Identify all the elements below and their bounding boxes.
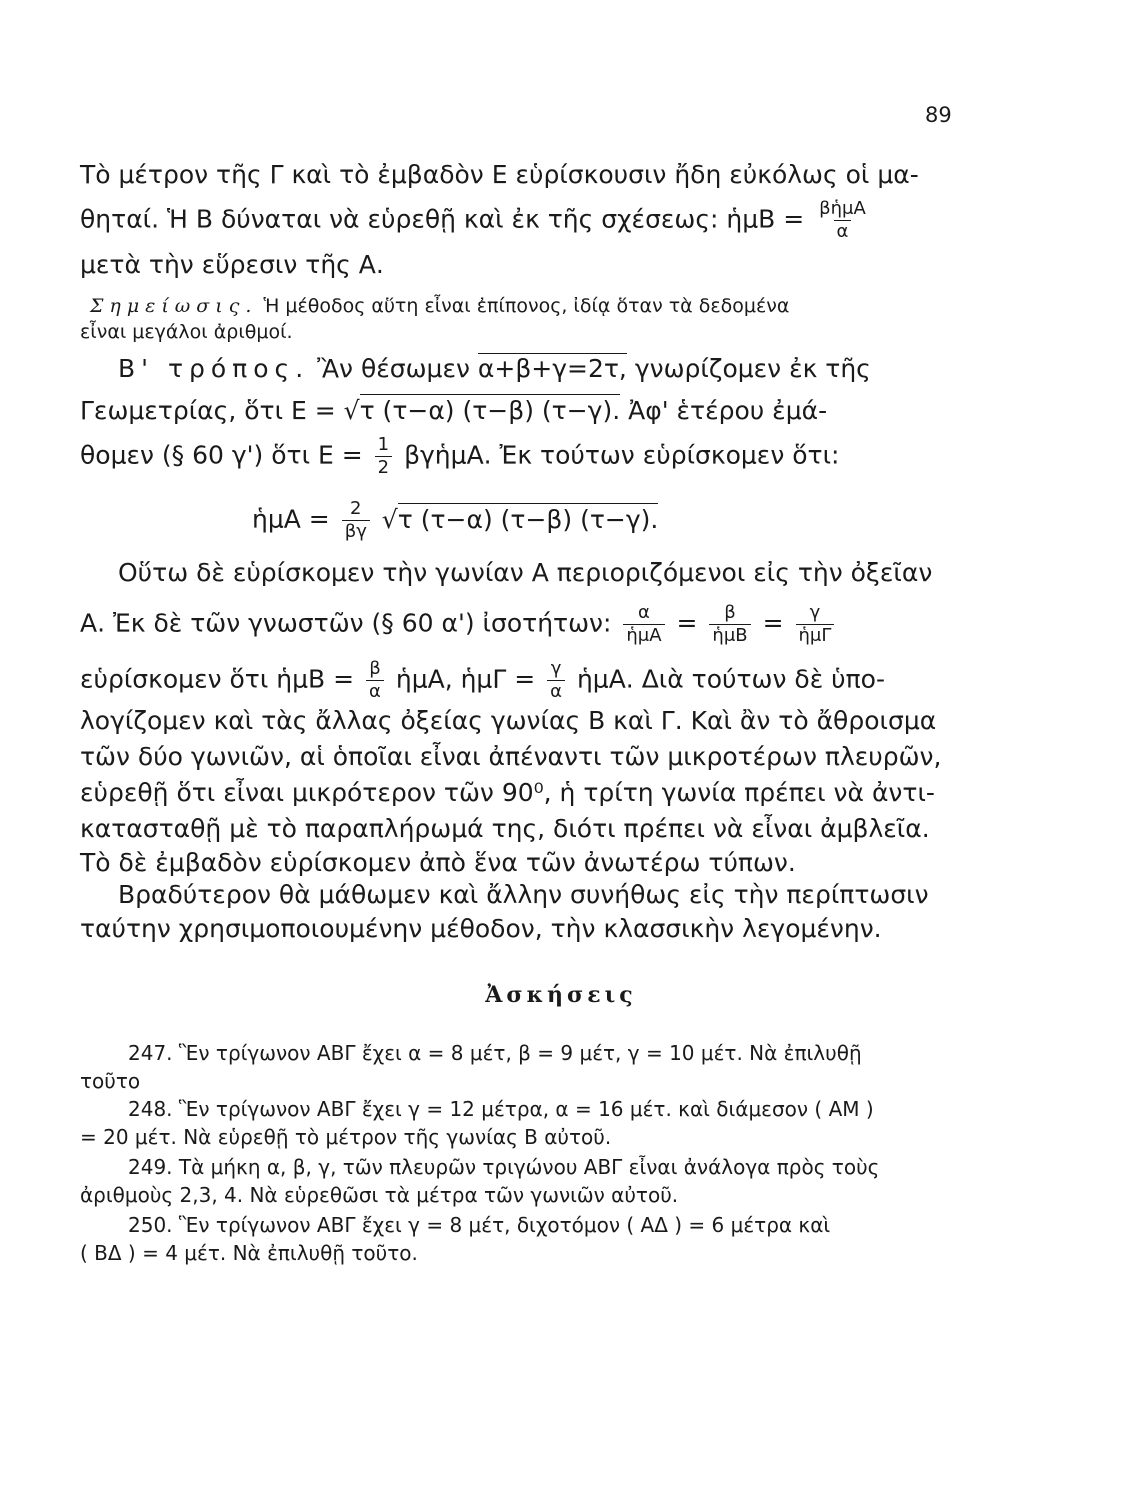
p2-line-5: τῶν δύο γωνιῶν, αἱ ὁποῖαι εἶναι ἀπέναντι τῶν μικροτέρων πλευρῶν, — [80, 742, 942, 771]
equals-sign: = — [762, 608, 784, 638]
method2-expression: α+β+γ=2τ, — [477, 354, 627, 383]
exercises-heading: Ἀσκήσεις — [485, 982, 637, 1008]
p2-line-2-text: Α. Ἐκ δὲ τῶν γνωστῶν (§ 60 α') ἰσοτήτων: — [80, 608, 612, 638]
radicand: τ (τ−α) (τ−β) (τ−γ). — [397, 504, 659, 534]
p1-line-3: μετὰ τὴν εὕρεσιν τῆς Α. — [80, 250, 384, 279]
method2-text-b: γνωρίζομεν ἐκ τῆς — [634, 354, 871, 383]
fraction-numerator: βἡμΑ — [819, 198, 866, 219]
p2-line-1: Οὕτω δὲ εὑρίσκομεν τὴν γωνίαν Α περιοριζόμενοι εἰς τὴν ὀξεῖαν — [118, 558, 933, 587]
p1-line-2-text: θηταί. Ἡ Β δύναται νὰ εὑρεθῇ καὶ ἐκ τῆς σχέσεως: ἡμΒ = — [80, 204, 805, 234]
fraction-numerator: 1 — [377, 434, 390, 455]
p1-line-2 — [80, 200, 873, 241]
method2-label: Β' τρόπος. — [118, 354, 310, 383]
fraction-numerator: β — [724, 602, 736, 623]
p2-line-8: Τὸ δὲ ἐμβαδὸν εὑρίσκομεν ἀπὸ ἕνα τῶν ἀνωτέρω τύπων. — [80, 848, 796, 877]
fraction-denominator: ἡμΑ — [623, 624, 664, 645]
method2-line-3-text: θομεν (§ 60 γ') ὅτι Ε = — [80, 440, 363, 470]
p3-line-1: Βραδύτερον θὰ μάθωμεν καὶ ἄλλην συνήθως εἰς τὴν περίπτωσιν — [118, 880, 929, 909]
method2-text-a: Ἂν θέσωμεν — [317, 354, 470, 383]
fraction-one-half — [375, 436, 392, 477]
fraction-denominator: α — [547, 680, 565, 701]
p2-line-3-mid: ἡμΑ, ἡμΓ = — [395, 664, 536, 694]
p3-line-2: ταύτην χρησιμοποιουμένην μέθοδον, τὴν κλασσικὴν λεγομένην. — [80, 914, 882, 943]
exercise-248-line-2: = 20 μέτ. Νὰ εὑρεθῇ τὸ μέτρον τῆς γωνίας Β αὐτοῦ. — [80, 1125, 612, 1149]
fraction-b-over-sinB — [709, 604, 750, 645]
equation-lhs: ἡμΑ = — [252, 504, 330, 534]
fraction-a-over-sinA — [623, 604, 664, 645]
note-label: Σημείωσις. — [90, 295, 258, 317]
fraction-denominator: 2 — [375, 456, 392, 477]
fraction-g-over-sinG — [796, 604, 835, 645]
fraction-denominator: ἡμΒ — [709, 624, 750, 645]
p2-line-6: εὑρεθῇ ὅτι εἶναι μικρότερον τῶν 90⁰, ἡ τρίτη γωνία πρέπει νὰ ἀντι- — [80, 778, 935, 807]
fraction-numerator: β — [369, 658, 381, 679]
p2-line-7: κατασταθῇ μὲ τὸ παραπλήρωμά της, διότι πρέπει νὰ εἶναι ἀμβλεῖα. — [80, 814, 930, 843]
exercise-250-line-1: 250. Ἓν τρίγωνον ΑΒΓ ἔχει γ = 8 μέτ, διχοτόμον ( ΑΔ ) = 6 μέτρα καὶ — [128, 1213, 831, 1237]
method2-line-2-tail: Ἀφ' ἑτέρου ἐμά- — [628, 396, 828, 425]
fraction-numerator: γ — [550, 658, 562, 679]
method2-line-1 — [118, 354, 871, 384]
method2-line-3 — [80, 436, 839, 477]
fraction-denominator: βγ — [342, 520, 370, 541]
sqrt-icon: √ — [343, 396, 360, 425]
p2-line-4: λογίζομεν καὶ τὰς ἄλλας ὀξείας γωνίας Β καὶ Γ. Καὶ ἂν τὸ ἄθροισμα — [80, 706, 937, 735]
fraction-numerator: γ — [809, 602, 821, 623]
p1-line-1: Τὸ μέτρον τῆς Γ καὶ τὸ ἐμβαδὸν Ε εὑρίσκουσιν ἤδη εὐκόλως οἱ μα- — [80, 160, 919, 189]
p2-line-3-text: εὑρίσκομεν ὅτι ἡμΒ = — [80, 664, 355, 694]
method2-line-2-text: Γεωμετρίας, ὅτι Ε = — [80, 396, 336, 425]
method2-line-3-tail: βγἡμΑ. Ἐκ τούτων εὑρίσκομεν ὅτι: — [404, 440, 840, 470]
p2-line-3 — [80, 660, 885, 701]
fraction-denominator: α — [366, 680, 384, 701]
exercise-250-line-2: ( ΒΔ ) = 4 μέτ. Νὰ ἐπιλυθῇ τοῦτο. — [80, 1241, 418, 1265]
p2-line-3-tail: ἡμΑ. Διὰ τούτων δὲ ὑπο- — [576, 664, 885, 694]
fraction-numerator: α — [638, 602, 650, 623]
equals-sign: = — [676, 608, 698, 638]
fraction-b-sinA-over-a — [816, 200, 869, 241]
fraction-numerator: 2 — [350, 498, 362, 519]
exercise-249-line-2: ἀριθμοὺς 2,3, 4. Νὰ εὑρεθῶσι τὰ μέτρα τῶν γωνιῶν αὐτοῦ. — [80, 1183, 679, 1207]
radicand: τ (τ−α) (τ−β) (τ−γ). — [359, 396, 621, 425]
exercise-247-line-2: τοῦτο — [80, 1069, 141, 1093]
method2-line-2 — [80, 396, 827, 426]
fraction-2-over-bg — [342, 500, 370, 541]
p2-line-2 — [80, 604, 838, 645]
equation-sinA — [252, 500, 658, 541]
page-number: 89 — [925, 103, 952, 127]
note-line-1 — [90, 294, 789, 318]
note-line-2: εἶναι μεγάλοι ἀριθμοί. — [80, 321, 293, 343]
note-text: Ἡ μέθοδος αὕτη εἶναι ἐπίπονος, ἰδίᾳ ὅταν τὰ δεδομένα — [263, 295, 790, 317]
exercise-249-line-1: 249. Τὰ μήκη α, β, γ, τῶν πλευρῶν τριγώνου ΑΒΓ εἶναι ἀνάλογα πρὸς τοὺς — [128, 1155, 880, 1179]
sqrt-icon: √ — [381, 504, 398, 534]
fraction-b-over-a — [366, 660, 384, 701]
exercise-248-line-1: 248. Ἓν τρίγωνον ΑΒΓ ἔχει γ = 12 μέτρα, α = 16 μέτ. καὶ διάμεσον ( ΑΜ ) — [128, 1097, 874, 1121]
fraction-g-over-a — [547, 660, 565, 701]
fraction-denominator: ἡμΓ — [796, 624, 835, 645]
exercise-247-line-1: 247. Ἓν τρίγωνον ΑΒΓ ἔχει α = 8 μέτ, β = 9 μέτ, γ = 10 μέτ. Νὰ ἐπιλυθῇ — [128, 1041, 862, 1065]
fraction-denominator: α — [834, 220, 852, 241]
